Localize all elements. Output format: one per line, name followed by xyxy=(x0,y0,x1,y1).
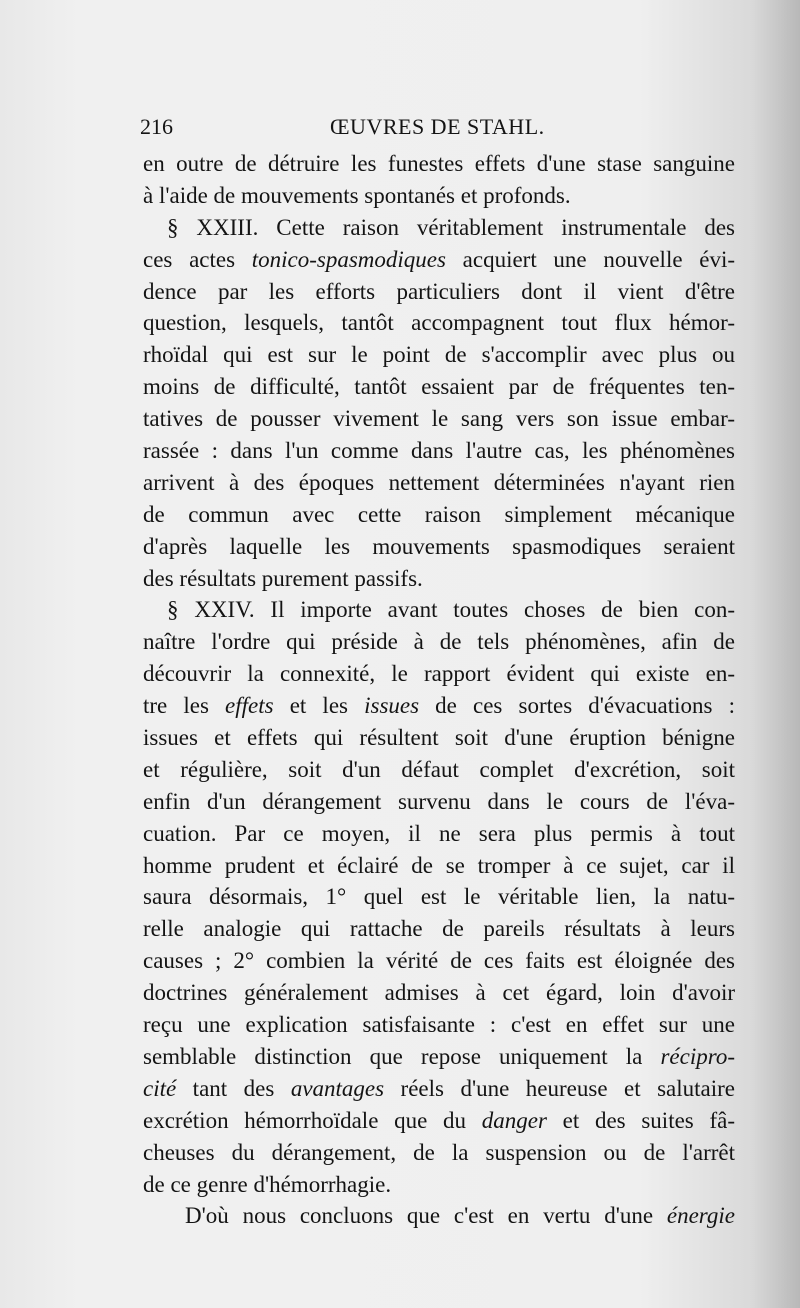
text-line: moins de difficulté, tantôt essaient par de fréquentes ten- xyxy=(143,374,735,400)
text-line: en outre de détruire les funestes effets d'une stase sanguine xyxy=(143,151,735,176)
text-line: saura désormais, 1° quel est le véritable lien, la natu- xyxy=(143,884,735,910)
text-line: § XXIII. Cette raison véritablement instrumentale des xyxy=(167,214,735,240)
text-line: des résultats purement passifs. xyxy=(143,565,423,591)
text-line: de commun avec cette raison simplement mécanique xyxy=(143,501,735,527)
text-line: naître l'ordre qui préside à de tels phénomènes, afin de xyxy=(143,629,735,655)
text-line: rassée : dans l'un comme dans l'autre cas, les phénomènes xyxy=(143,438,735,464)
text-line: cheuses du dérangement, de la suspension ou de l'arrêt xyxy=(143,1139,735,1165)
text-line: d'après laquelle les mouvements spasmodiques seraient xyxy=(143,533,735,559)
text-line: à l'aide de mouvements spontanés et profonds. xyxy=(143,182,571,208)
text-line: cuation. Par ce moyen, il ne sera plus permis à tout xyxy=(143,820,735,846)
text-line: excrétion hémorrhoïdale que du danger et des suites fâ- xyxy=(143,1107,735,1133)
text-line: homme prudent et éclairé de se tromper à ce sujet, car il xyxy=(143,852,735,878)
text-line: dence par les efforts particuliers dont il vient d'être xyxy=(143,278,735,304)
text-line: tatives de pousser vivement le sang vers son issue embar- xyxy=(143,406,735,432)
text-line: doctrines généralement admises à cet égard, loin d'avoir xyxy=(143,980,735,1006)
text-line: § XXIV. Il importe avant toutes choses de bien con- xyxy=(167,597,735,623)
text-line: reçu une explication satisfaisante : c'est en effet sur une xyxy=(143,1012,735,1038)
text-line: issues et effets qui résultent soit d'une éruption bénigne xyxy=(143,725,735,751)
text-line: ces actes tonico-spasmodiques acquiert une nouvelle évi- xyxy=(143,246,735,272)
running-title: ŒUVRES DE STAHL. xyxy=(330,114,545,139)
text-line: relle analogie qui rattache de pareils résultats à leurs xyxy=(143,916,735,942)
text-line: découvrir la connexité, le rapport évident qui existe en- xyxy=(143,661,735,687)
text-line: de ce genre d'hémorrhagie. xyxy=(143,1171,392,1197)
page-header xyxy=(140,114,730,144)
text-line: et régulière, soit d'un défaut complet d'excrétion, soit xyxy=(143,756,735,782)
text-line: tre les effets et les issues de ces sortes d'évacuations : xyxy=(143,693,735,719)
text-line: semblable distinction que repose uniquement la récipro- xyxy=(143,1043,735,1069)
text-line: causes ; 2° combien la vérité de ces faits est éloignée des xyxy=(143,948,735,974)
text-line: cité tant des avantages réels d'une heureuse et salutaire xyxy=(143,1075,735,1101)
text-line: arrivent à des époques nettement déterminées n'ayant rien xyxy=(143,469,735,495)
text-line: D'où nous concluons que c'est en vertu d'une énergie xyxy=(185,1203,735,1229)
text-line: question, lesquels, tantôt accompagnent tout flux hémor- xyxy=(143,310,735,336)
text-line: rhoïdal qui est sur le point de s'accomplir avec plus ou xyxy=(143,342,735,368)
page-number: 216 xyxy=(140,114,173,139)
text-line: enfin d'un dérangement survenu dans le cours de l'éva- xyxy=(143,788,735,814)
page-body xyxy=(143,148,735,1232)
